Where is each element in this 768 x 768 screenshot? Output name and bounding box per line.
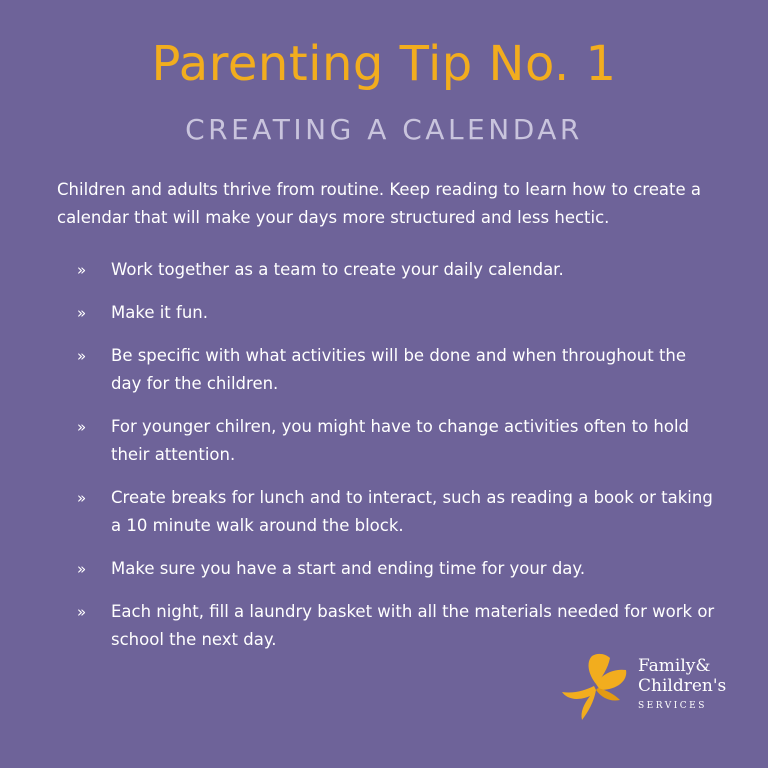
logo-line-services: SERVICES xyxy=(638,701,707,711)
logo-line-family: Family& xyxy=(638,656,711,676)
tip-text: For younger chilren, you might have to change activities often to hold their attention. xyxy=(111,417,690,464)
logo-wordmark xyxy=(638,656,726,713)
bullet-marker: » xyxy=(77,489,87,507)
butterfly-logo-icon xyxy=(556,650,636,722)
tips-list xyxy=(77,256,717,669)
bullet-marker: » xyxy=(77,347,87,365)
bullet-marker: » xyxy=(77,261,87,279)
organization-logo xyxy=(556,650,736,722)
tip-text: Make it fun. xyxy=(111,303,208,322)
tip-text: Work together as a team to create your daily calendar. xyxy=(111,260,564,279)
intro-paragraph: Children and adults thrive from routine. Keep reading to learn how to create a calendar that will make your days more structured and less hectic. xyxy=(57,180,701,227)
list-item xyxy=(77,598,717,654)
list-item xyxy=(77,555,717,583)
page-title: Parenting Tip No. 1 xyxy=(151,36,617,92)
bullet-marker: » xyxy=(77,418,87,436)
tip-text: Create breaks for lunch and to interact, such as reading a book or taking a 10 minute walk around the block. xyxy=(111,488,713,535)
logo-line-childrens: Children's xyxy=(638,676,727,696)
bullet-marker: » xyxy=(77,560,87,578)
list-item xyxy=(77,256,717,284)
tip-text: Be specific with what activities will be done and when throughout the day for the children. xyxy=(111,346,687,393)
page-subtitle: CREATING A CALENDAR xyxy=(185,113,583,146)
tip-text: Make sure you have a start and ending time for your day. xyxy=(111,559,586,578)
list-item xyxy=(77,299,717,327)
tip-text: Each night, fill a laundry basket with all the materials needed for work or school the next day. xyxy=(111,602,715,649)
bullet-marker: » xyxy=(77,304,87,322)
list-item xyxy=(77,484,717,540)
list-item xyxy=(77,413,717,469)
list-item xyxy=(77,342,717,398)
bullet-marker: » xyxy=(77,603,87,621)
